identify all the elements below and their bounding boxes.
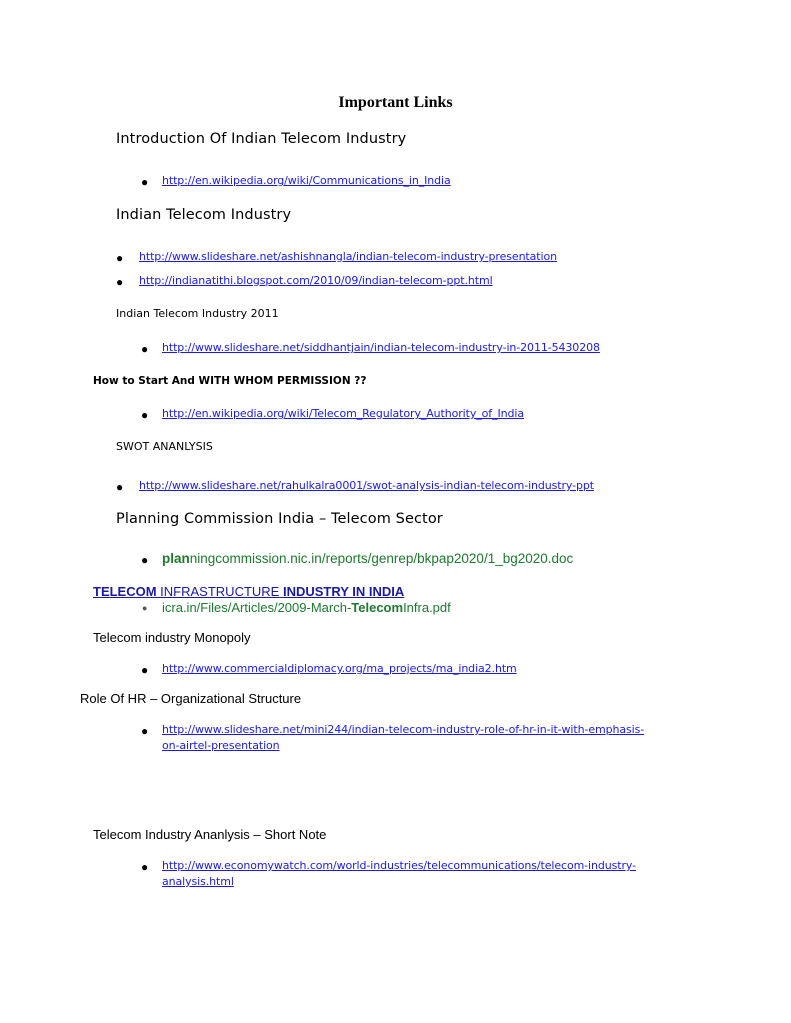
link-slideshare-siddhantjain[interactable]: http://www.slideshare.net/siddhantjain/indian-telecom-industry-in-2011-5430208	[162, 341, 600, 354]
bullet-icon: ●	[116, 251, 124, 265]
link-slideshare-ashishnangla[interactable]: http://www.slideshare.net/ashishnangla/indian-telecom-industry-presentation	[139, 250, 557, 263]
bullet-icon: ●	[116, 480, 124, 494]
section-heading-swot: SWOT ANANLYSIS	[116, 440, 213, 453]
heading-industry-bold: INDUSTRY IN INDIA	[282, 584, 405, 599]
link-icra-telecom-infra[interactable]	[162, 600, 451, 615]
link-indianatithi-blogspot[interactable]: http://indianatithi.blogspot.com/2010/09/indian-telecom-ppt.html	[139, 274, 493, 287]
section-heading-permission: How to Start And WITH WHOM PERMISSION ??	[93, 375, 367, 387]
page-title: Important Links	[338, 94, 453, 111]
section-heading-planning-commission: Planning Commission India – Telecom Sector	[116, 511, 443, 527]
link-bold-part: plan	[162, 551, 190, 566]
link-wikipedia-trai[interactable]: http://en.wikipedia.org/wiki/Telecom_Regulatory_Authority_of_India	[162, 407, 524, 420]
bullet-icon: ●	[142, 603, 148, 613]
section-heading-2011: Indian Telecom Industry 2011	[116, 307, 279, 320]
link-slideshare-swot[interactable]: http://www.slideshare.net/rahulkalra0001/swot-analysis-indian-telecom-industry-ppt	[139, 479, 594, 492]
bullet-icon: ●	[141, 724, 149, 738]
link-communications-in-india[interactable]: http://en.wikipedia.org/wiki/Communications_in_India	[162, 174, 451, 187]
heading-infrastructure: INFRASTRUCTURE	[156, 584, 283, 599]
section-heading-indian-telecom: Indian Telecom Industry	[116, 207, 292, 223]
link-rest-part: ningcommission.nic.in/reports/genrep/bkpap2020/1_bg2020.doc	[189, 551, 574, 566]
bullet-icon: ●	[141, 663, 149, 677]
heading-telecom-bold: TELECOM	[93, 584, 157, 599]
bullet-icon: ●	[141, 175, 149, 189]
bullet-icon: ●	[116, 275, 124, 289]
section-heading-introduction: Introduction Of Indian Telecom Industry	[116, 131, 407, 147]
bullet-icon: ●	[141, 553, 149, 567]
link-economywatch-line1[interactable]: http://www.economywatch.com/world-industries/telecommunications/telecom-industry-	[162, 859, 636, 872]
bullet-icon: ●	[141, 342, 149, 356]
link-slideshare-mini244-line1[interactable]: http://www.slideshare.net/mini244/indian-telecom-industry-role-of-hr-in-it-with-emphasis-	[162, 723, 645, 736]
link-economywatch-line2[interactable]: analysis.html	[162, 875, 234, 888]
link-part: icra.in/Files/Articles/2009-March-	[162, 600, 352, 615]
link-planning-commission[interactable]	[162, 551, 573, 566]
bullet-icon: ●	[141, 860, 149, 874]
link-commercialdiplomacy[interactable]: http://www.commercialdiplomacy.org/ma_projects/ma_india2.htm	[162, 662, 517, 675]
section-heading-monopoly: Telecom industry Monopoly	[93, 630, 251, 645]
bullet-icon: ●	[141, 408, 149, 422]
section-heading-infrastructure	[93, 584, 404, 599]
section-heading-role-of-hr: Role Of HR – Organizational Structure	[80, 691, 302, 706]
link-part: Infra.pdf	[403, 600, 451, 615]
link-bold-part: Telecom	[351, 600, 404, 615]
section-heading-short-note: Telecom Industry Ananlysis – Short Note	[93, 827, 327, 842]
link-slideshare-mini244-line2[interactable]: on-airtel-presentation	[162, 739, 280, 752]
